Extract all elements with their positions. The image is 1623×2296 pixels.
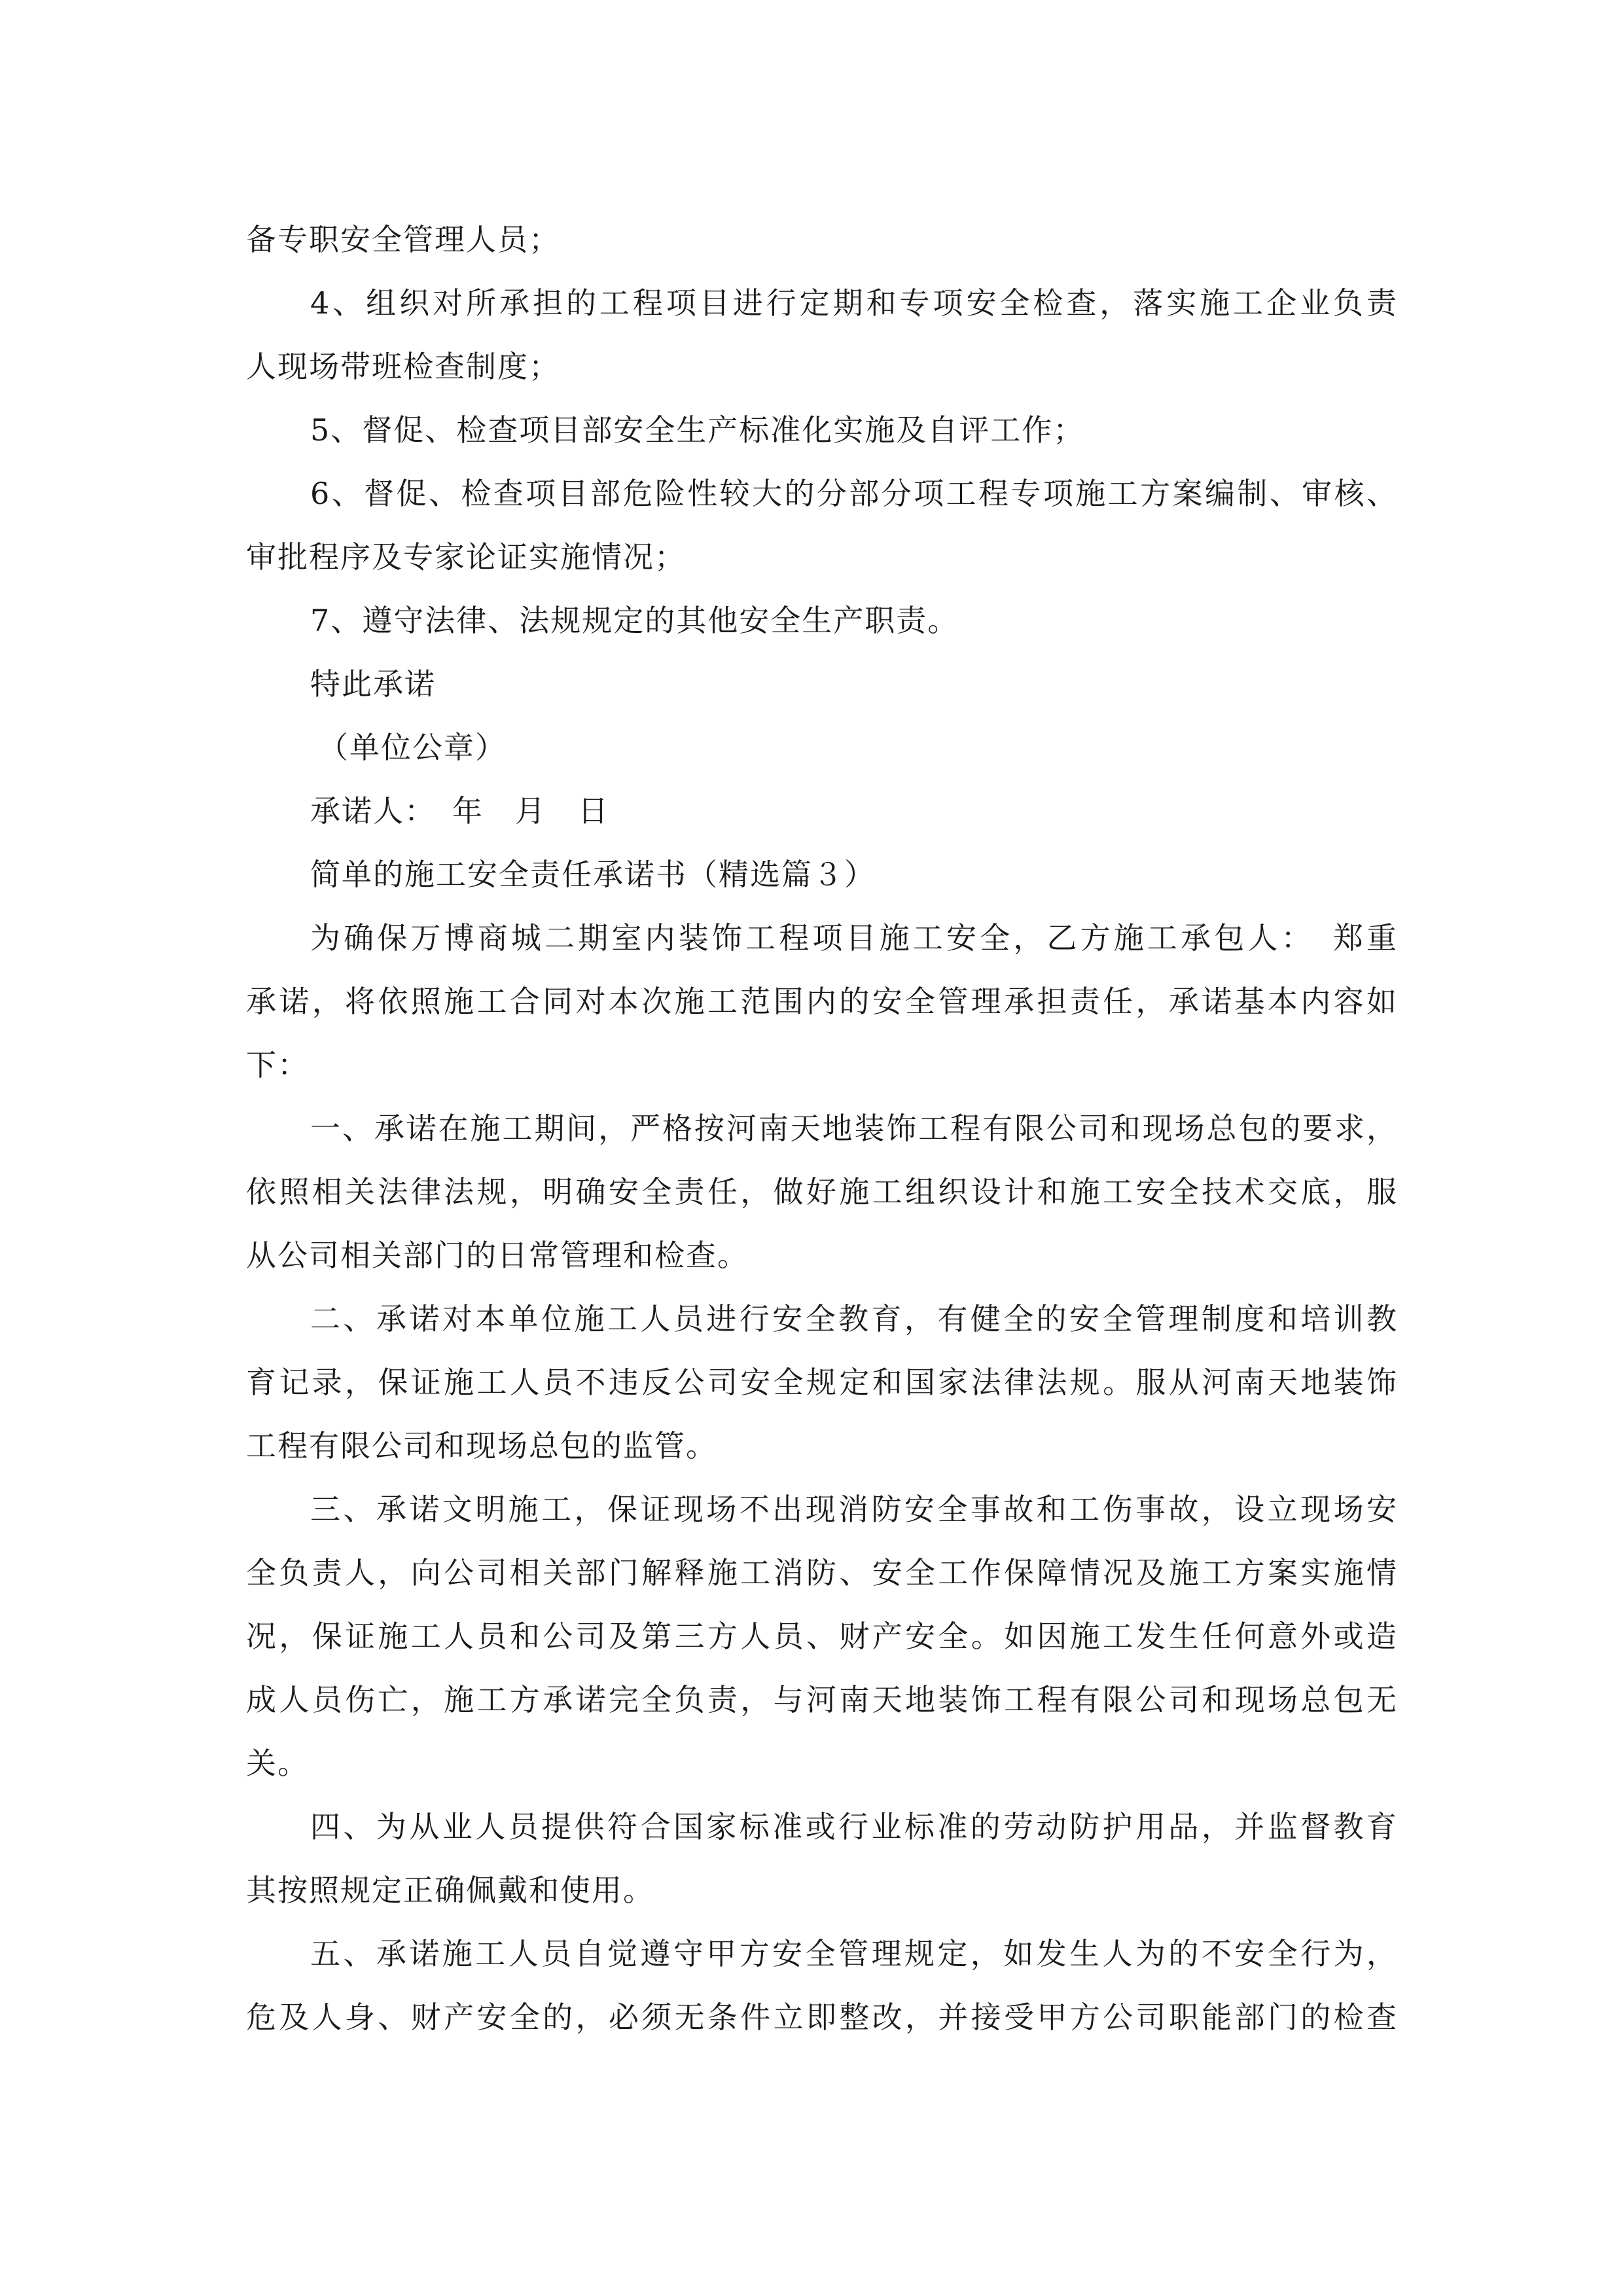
text-line: 其按照规定正确佩戴和使用。: [246, 1873, 654, 1908]
text-line: 工程有限公司和现场总包的监管。: [246, 1428, 717, 1463]
text-line: 危及人身、财产安全的，必须无条件立即整改，并接受甲方公司职能部门的检查: [246, 2000, 1398, 2035]
text-line: 5、督促、检查项目部安全生产标准化实施及自评工作；: [310, 412, 1085, 448]
document-body: [246, 208, 1398, 2049]
text-line: 下：: [246, 1047, 309, 1083]
text-line: 关。: [246, 1746, 309, 1781]
text-line: 四、为从业人员提供符合国家标准或行业标准的劳动防护用品，并监督教育: [310, 1809, 1398, 1844]
text-line: 特此承诺: [310, 666, 436, 702]
text-line: 从公司相关部门的日常管理和检查。: [246, 1238, 749, 1273]
section-title: 简单的施工安全责任承诺书（精选篇３）: [310, 857, 876, 892]
text-line: 为确保万博商城二期室内装饰工程项目施工安全，乙方施工承包人： 郑重: [310, 920, 1398, 956]
text-line: 育记录，保证施工人员不违反公司安全规定和国家法律法规。服从河南天地装饰: [246, 1365, 1398, 1400]
text-line: 承诺，将依照施工合同对本次施工范围内的安全管理承担责任，承诺基本内容如: [246, 984, 1398, 1019]
text-line: 三、承诺文明施工，保证现场不出现消防安全事故和工伤事故，设立现场安: [310, 1492, 1398, 1527]
text-line: 审批程序及专家论证实施情况；: [246, 539, 686, 575]
stamp-placeholder: （单位公章）: [318, 730, 507, 765]
text-line: 依照相关法律法规，明确安全责任，做好施工组织设计和施工安全技术交底，服: [246, 1174, 1398, 1210]
text-line: 一、承诺在施工期间，严格按河南天地装饰工程有限公司和现场总包的要求，: [310, 1111, 1398, 1146]
text-line: 备专职安全管理人员；: [246, 222, 560, 257]
text-line: 况，保证施工人员和公司及第三方人员、财产安全。如因施工发生任何意外或造: [246, 1619, 1398, 1654]
text-line: 7、遵守法律、法规规定的其他安全生产职责。: [310, 603, 959, 638]
text-line: 4、组织对所承担的工程项目进行定期和专项安全检查，落实施工企业负责: [310, 285, 1398, 321]
text-line: 二、承诺对本单位施工人员进行安全教育，有健全的安全管理制度和培训教: [310, 1301, 1398, 1336]
text-line: 成人员伤亡，施工方承诺完全负责，与河南天地装饰工程有限公司和现场总包无: [246, 1682, 1398, 1717]
text-line: 人现场带班检查制度；: [246, 349, 560, 384]
text-line: 五、承诺施工人员自觉遵守甲方安全管理规定，如发生人为的不安全行为，: [310, 1936, 1398, 1971]
text-line: 6、督促、检查项目部危险性较大的分部分项工程专项施工方案编制、审核、: [310, 476, 1398, 511]
text-line: 全负责人，向公司相关部门解释施工消防、安全工作保障情况及施工方案实施情: [246, 1555, 1398, 1590]
signature-line: 承诺人： 年 月 日: [310, 793, 609, 829]
